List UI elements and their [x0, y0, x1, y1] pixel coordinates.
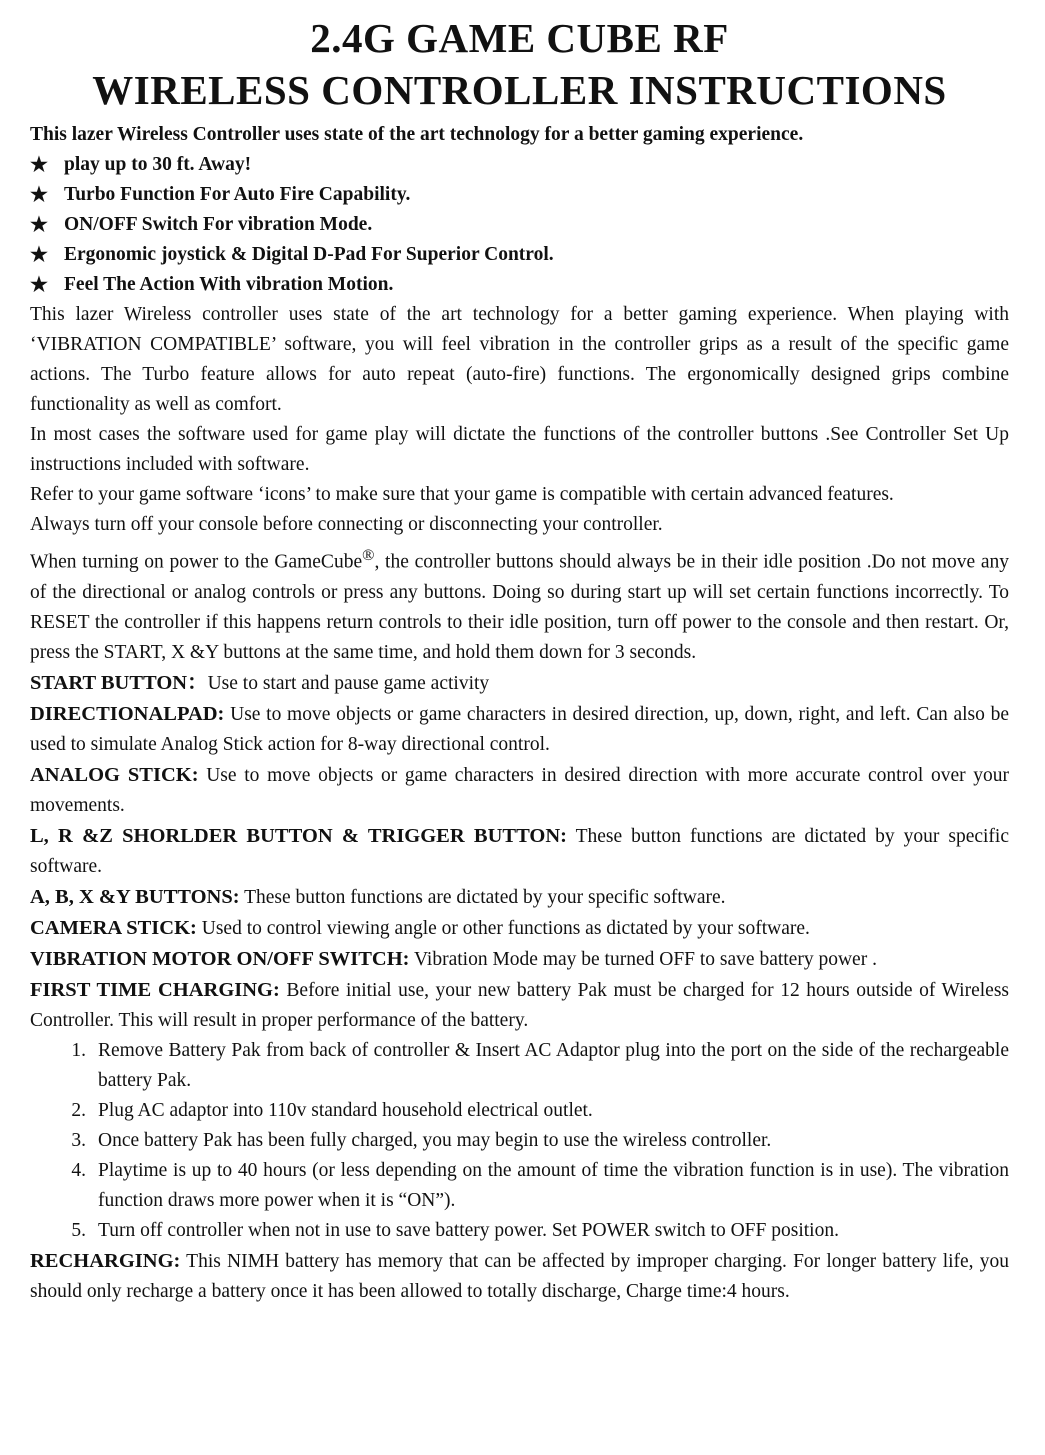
step-text: Once battery Pak has been fully charged, you may begin to use the wireless controller. — [98, 1129, 772, 1151]
definition-text: Before initial use, your new battery Pak must be charged for 12 hours outside of Wireless Controller. This will result in proper performance of the battery. — [30, 979, 1010, 1031]
step-text: Plug AC adaptor into 110v standard household electrical outlet. — [98, 1099, 593, 1121]
definition-label: CAMERA STICK: — [30, 916, 197, 939]
definition-vibration-switch — [30, 944, 1009, 975]
intro-text: This lazer Wireless Controller uses state of the art technology for a better gaming experience. — [30, 124, 804, 145]
gamecube-text-before: When turning on power to the GameCube — [30, 551, 363, 573]
feature-text: Feel The Action With vibration Motion. — [64, 274, 394, 295]
definition-label: L, R &Z SHORLDER BUTTON & TRIGGER BUTTON: — [30, 824, 567, 847]
paragraph-software: In most cases the software used for game play will dictate the functions of the controller buttons .See Controller Set Up instructions included with software. — [30, 424, 1009, 475]
feature-text: Turbo Function For Auto Fire Capability. — [64, 184, 411, 205]
step-number: 5. — [71, 1219, 86, 1241]
paragraph-overview: This lazer Wireless controller uses state of the art technology for a better gaming experience. When playing with ‘VIBRATION COMPATIBLE’ software, you will feel vibration in the controller grips as a result of the specific game actions. The Turbo feature allows for auto repeat (auto-fire) functions. The ergonomically designed grips combine functionality as well as comfort. — [30, 304, 1009, 415]
definition-text: Used to control viewing angle or other functions as dictated by your software. — [196, 917, 810, 939]
list-item — [30, 1156, 1009, 1216]
step-number: 4. — [71, 1159, 86, 1181]
definition-text: Use to start and pause game activity — [207, 672, 490, 694]
definition-text: Use to move objects or game characters in desired direction, up, down, right, and left. Can also be used to simulate Analog Stick action for 8-way directional control. — [30, 703, 1009, 755]
title-line-2: WIRELESS CONTROLLER INSTRUCTIONS — [92, 67, 947, 113]
list-item — [30, 1096, 1009, 1126]
definition-text: Use to move objects or game characters in desired direction with more accurate control over your movements. — [30, 764, 1010, 816]
paragraph-console-off: Always turn off your console before connecting or disconnecting your controller. — [30, 514, 663, 535]
definition-label: DIRECTIONALPAD: — [30, 702, 225, 725]
feature-text: Ergonomic joystick & Digital D-Pad For Superior Control. — [64, 244, 554, 265]
definition-label: START BUTTON： — [30, 671, 208, 694]
gamecube-text-after: , the controller buttons should always be in their idle position .Do not move any of the directional or analog controls or press any buttons. Doing so during start up will set certain functions incorrectly. To RESET the controller if this happens return controls to their idle position, turn off power to the console and then restart. Or, press the START, X &Y buttons at the same time, and hold them down for 3 seconds. — [30, 551, 1009, 663]
definition-camera-stick — [30, 913, 1009, 944]
registered-mark: ® — [362, 546, 375, 564]
definition-directional-pad — [30, 699, 1009, 760]
definition-label: ANALOG STICK: — [30, 763, 199, 786]
list-item — [30, 1126, 1009, 1156]
feature-item — [30, 240, 1009, 270]
step-text: Playtime is up to 40 hours (or less depending on the amount of time the vibration function is in use). The vibration function draws more power when it is “ON”). — [98, 1159, 1009, 1211]
definition-abxy-buttons — [30, 882, 1009, 913]
recharging-section — [30, 1246, 1009, 1307]
charging-steps — [30, 1036, 1009, 1246]
definition-shoulder-trigger — [30, 821, 1009, 882]
definition-label: A, B, X &Y BUTTONS: — [30, 885, 240, 908]
step-number: 3. — [71, 1129, 86, 1151]
star-icon: ★ — [30, 184, 48, 206]
step-text: Remove Battery Pak from back of controller & Insert AC Adaptor plug into the port on the side of the rechargeable battery Pak. — [98, 1039, 1009, 1091]
feature-item — [30, 210, 1009, 240]
definition-label: VIBRATION MOTOR ON/OFF SWITCH: — [30, 947, 410, 970]
definition-text: These button functions are dictated by your specific software. — [30, 825, 1010, 877]
star-icon: ★ — [30, 244, 48, 266]
recharging-text: This NIMH battery has memory that can be affected by improper charging. For longer battery life, you should only recharge a battery once it has been allowed to totally discharge, Charge time:4 hours. — [30, 1250, 1009, 1302]
star-icon: ★ — [30, 274, 48, 296]
recharging-label: RECHARGING: — [30, 1249, 181, 1272]
feature-item — [30, 150, 1009, 180]
feature-list — [30, 150, 1009, 300]
definition-start-button — [30, 668, 1009, 699]
paragraph-icons: Refer to your game software ‘icons’ to make sure that your game is compatible with certain advanced features. — [30, 484, 894, 505]
title-line-1: 2.4G GAME CUBE RF — [310, 15, 729, 61]
star-icon: ★ — [30, 214, 48, 236]
step-number: 1. — [71, 1039, 86, 1061]
list-item — [30, 1036, 1009, 1096]
step-number: 2. — [71, 1099, 86, 1121]
feature-text: play up to 30 ft. Away! — [64, 154, 252, 175]
star-icon: ★ — [30, 154, 48, 176]
definition-analog-stick — [30, 760, 1009, 821]
step-text: Turn off controller when not in use to save battery power. Set POWER switch to OFF position. — [98, 1219, 839, 1241]
definition-text: Vibration Mode may be turned OFF to save battery power . — [409, 948, 877, 970]
list-item — [30, 1216, 1009, 1246]
feature-text: ON/OFF Switch For vibration Mode. — [64, 214, 373, 235]
definition-first-charging — [30, 975, 1009, 1036]
definition-text: These button functions are dictated by your specific software. — [239, 886, 726, 908]
definition-label: FIRST TIME CHARGING: — [30, 978, 280, 1001]
paragraph-gamecube-power — [30, 540, 1009, 668]
feature-item — [30, 180, 1009, 210]
feature-item — [30, 270, 1009, 300]
